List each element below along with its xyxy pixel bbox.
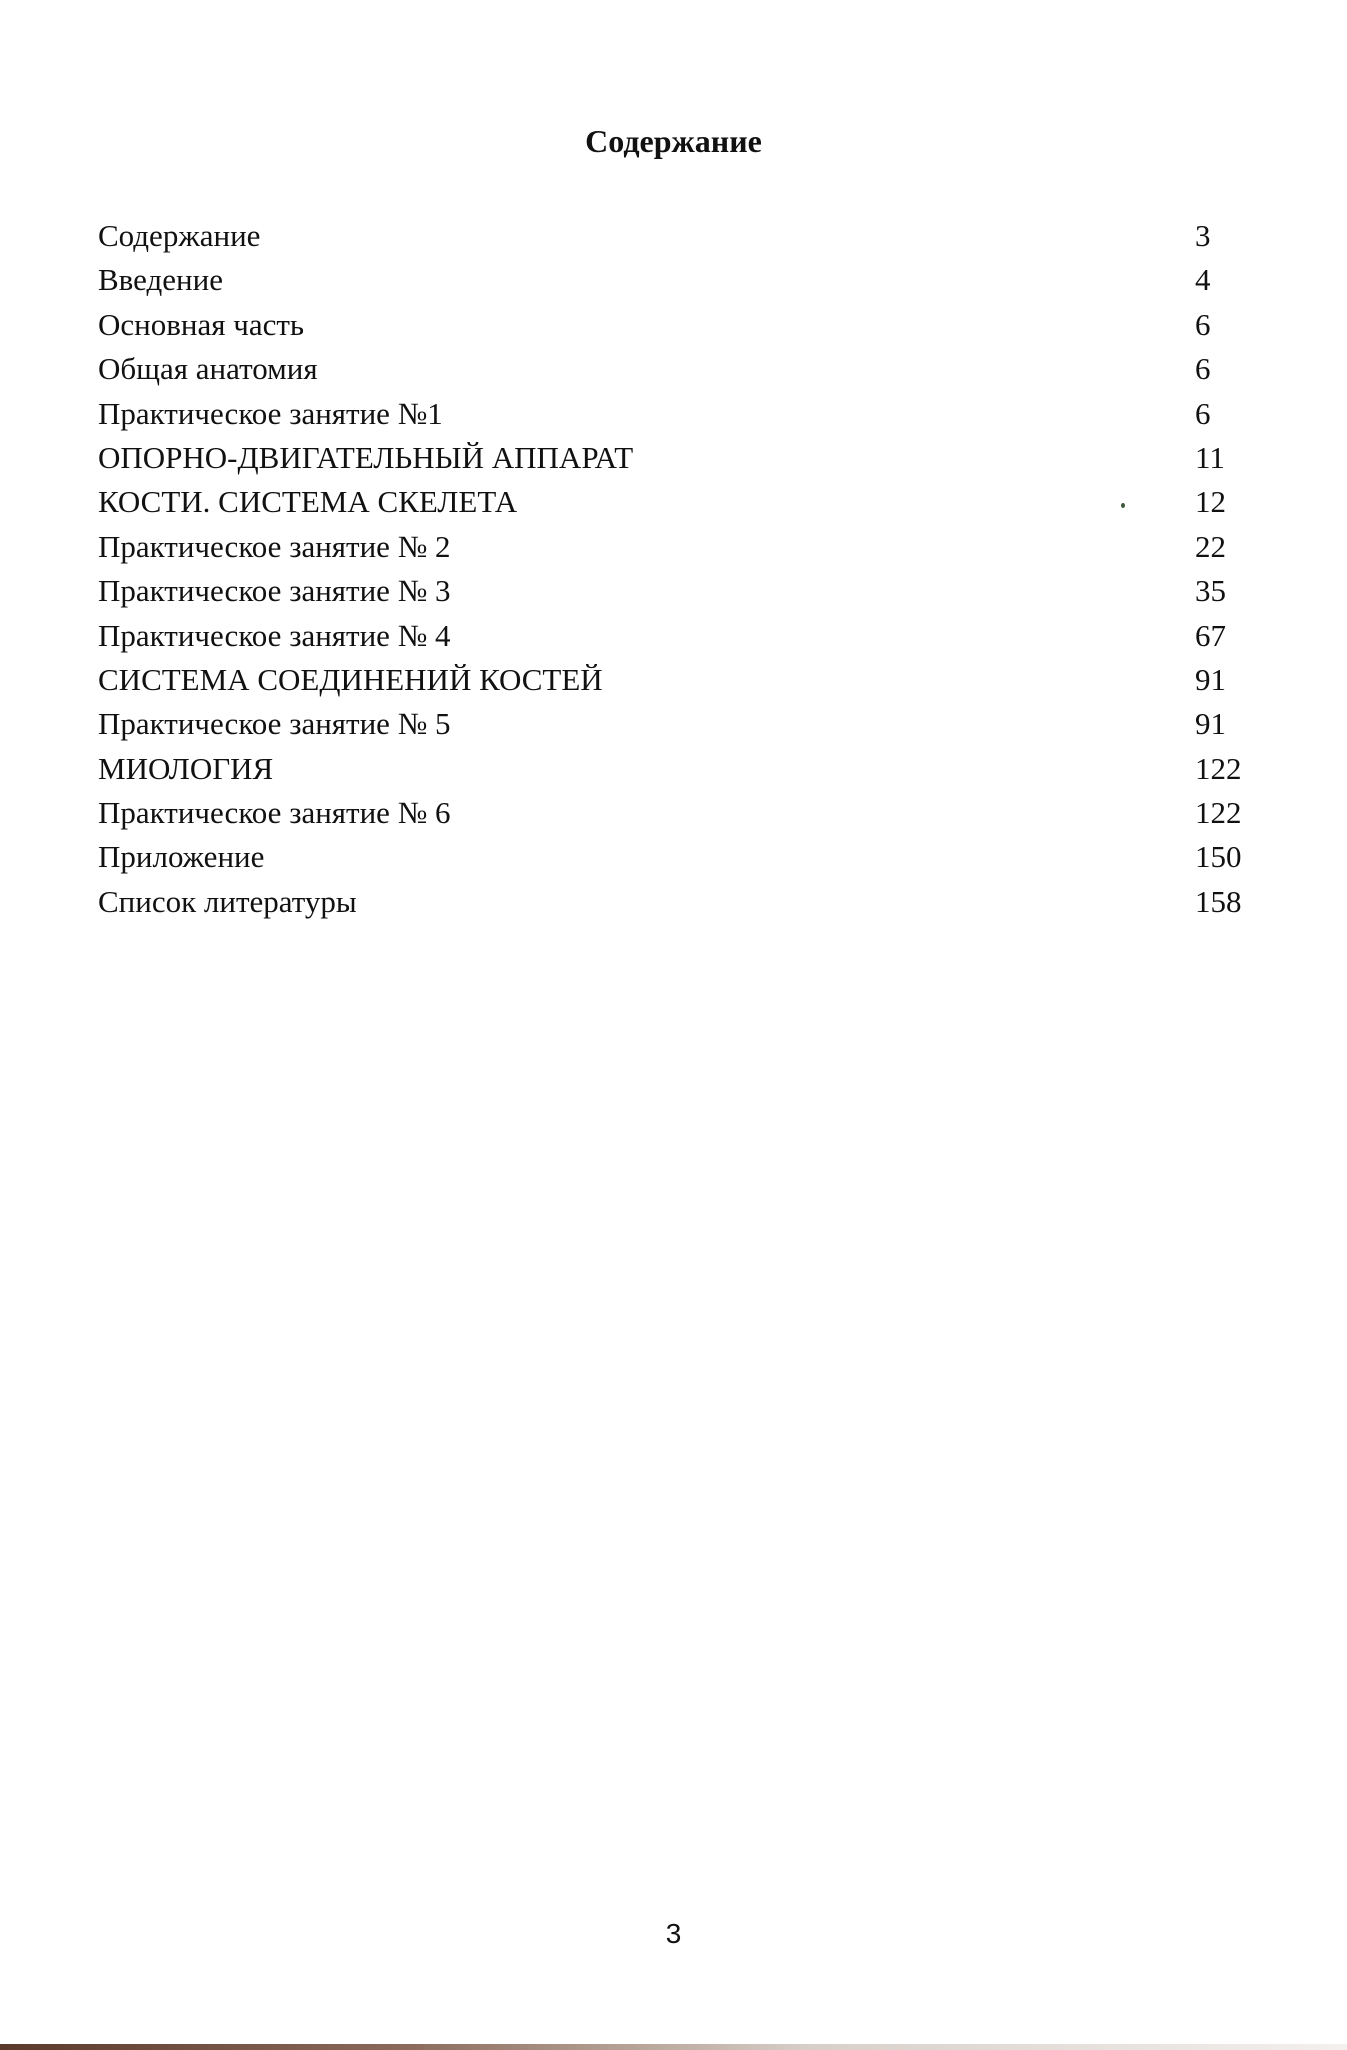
toc-entry — [98, 525, 1240, 569]
page-number: 3 — [665, 1918, 682, 1949]
toc-entry-page: 35 — [1195, 573, 1226, 609]
toc-entry-page: 67 — [1195, 617, 1226, 653]
toc-entry-page: 6 — [1195, 306, 1211, 342]
toc-entry — [98, 392, 1240, 436]
toc-entry-page: 12 — [1195, 484, 1226, 520]
toc-entry-title: ОПОРНО-ДВИГАТЕЛЬНЫЙ АППАРАТ — [98, 439, 634, 475]
toc-entry-page: 122 — [1195, 795, 1242, 831]
toc-entry — [98, 791, 1240, 835]
toc-entry-title: КОСТИ. СИСТЕМА СКЕЛЕТА — [98, 484, 518, 520]
scan-speck — [1121, 503, 1125, 508]
toc-entry-title: Практическое занятие №1 — [98, 395, 443, 431]
toc-entry-title: Содержание — [98, 218, 261, 253]
toc-entry-page: 91 — [1195, 661, 1226, 697]
toc-entry — [98, 569, 1240, 613]
toc-entry — [98, 880, 1240, 924]
toc-entry-title: Практическое занятие № 4 — [98, 617, 451, 653]
toc-entry-title: Практическое занятие № 3 — [98, 573, 451, 609]
toc-entry-page: 158 — [1195, 883, 1242, 919]
toc-entry — [98, 614, 1240, 658]
toc-entry-title: Практическое занятие № 5 — [98, 706, 451, 742]
toc-entry-title: Практическое занятие № 2 — [98, 528, 451, 564]
toc-entry-title: Приложение — [98, 839, 265, 875]
toc-entry — [98, 436, 1240, 480]
toc-entry-title: Введение — [98, 262, 223, 298]
toc-entry-page: 122 — [1195, 750, 1242, 786]
toc-entry — [98, 835, 1240, 879]
toc-entry-page: 3 — [1195, 218, 1211, 253]
toc-entry-title: МИОЛОГИЯ — [98, 750, 274, 786]
toc-entry — [98, 258, 1240, 302]
toc-entry-title: СИСТЕМА СОЕДИНЕНИЙ КОСТЕЙ — [98, 661, 603, 697]
toc-entry — [98, 480, 1240, 524]
toc-entry — [98, 303, 1240, 347]
scan-bottom-edge — [0, 2044, 1347, 2050]
toc-entry — [98, 747, 1240, 791]
toc-list — [98, 214, 1240, 924]
toc-entry-page: 150 — [1195, 839, 1242, 875]
toc-entry — [98, 347, 1240, 391]
toc-entry-page: 22 — [1195, 528, 1226, 564]
toc-entry-page: 4 — [1195, 262, 1211, 298]
toc-entry-page: 11 — [1195, 439, 1225, 475]
toc-entry-title: Основная часть — [98, 306, 305, 342]
toc-entry-title: Общая анатомия — [98, 351, 318, 387]
toc-entry-page: 6 — [1195, 395, 1211, 431]
toc-entry-title: Список литературы — [98, 883, 357, 919]
toc-entry-page: 91 — [1195, 706, 1226, 742]
toc-entry — [98, 214, 1240, 258]
toc-entry — [98, 658, 1240, 702]
toc-entry-page: 6 — [1195, 351, 1211, 387]
toc-heading: Содержание — [585, 123, 762, 159]
toc-entry — [98, 702, 1240, 746]
toc-entry-title: Практическое занятие № 6 — [98, 795, 451, 831]
